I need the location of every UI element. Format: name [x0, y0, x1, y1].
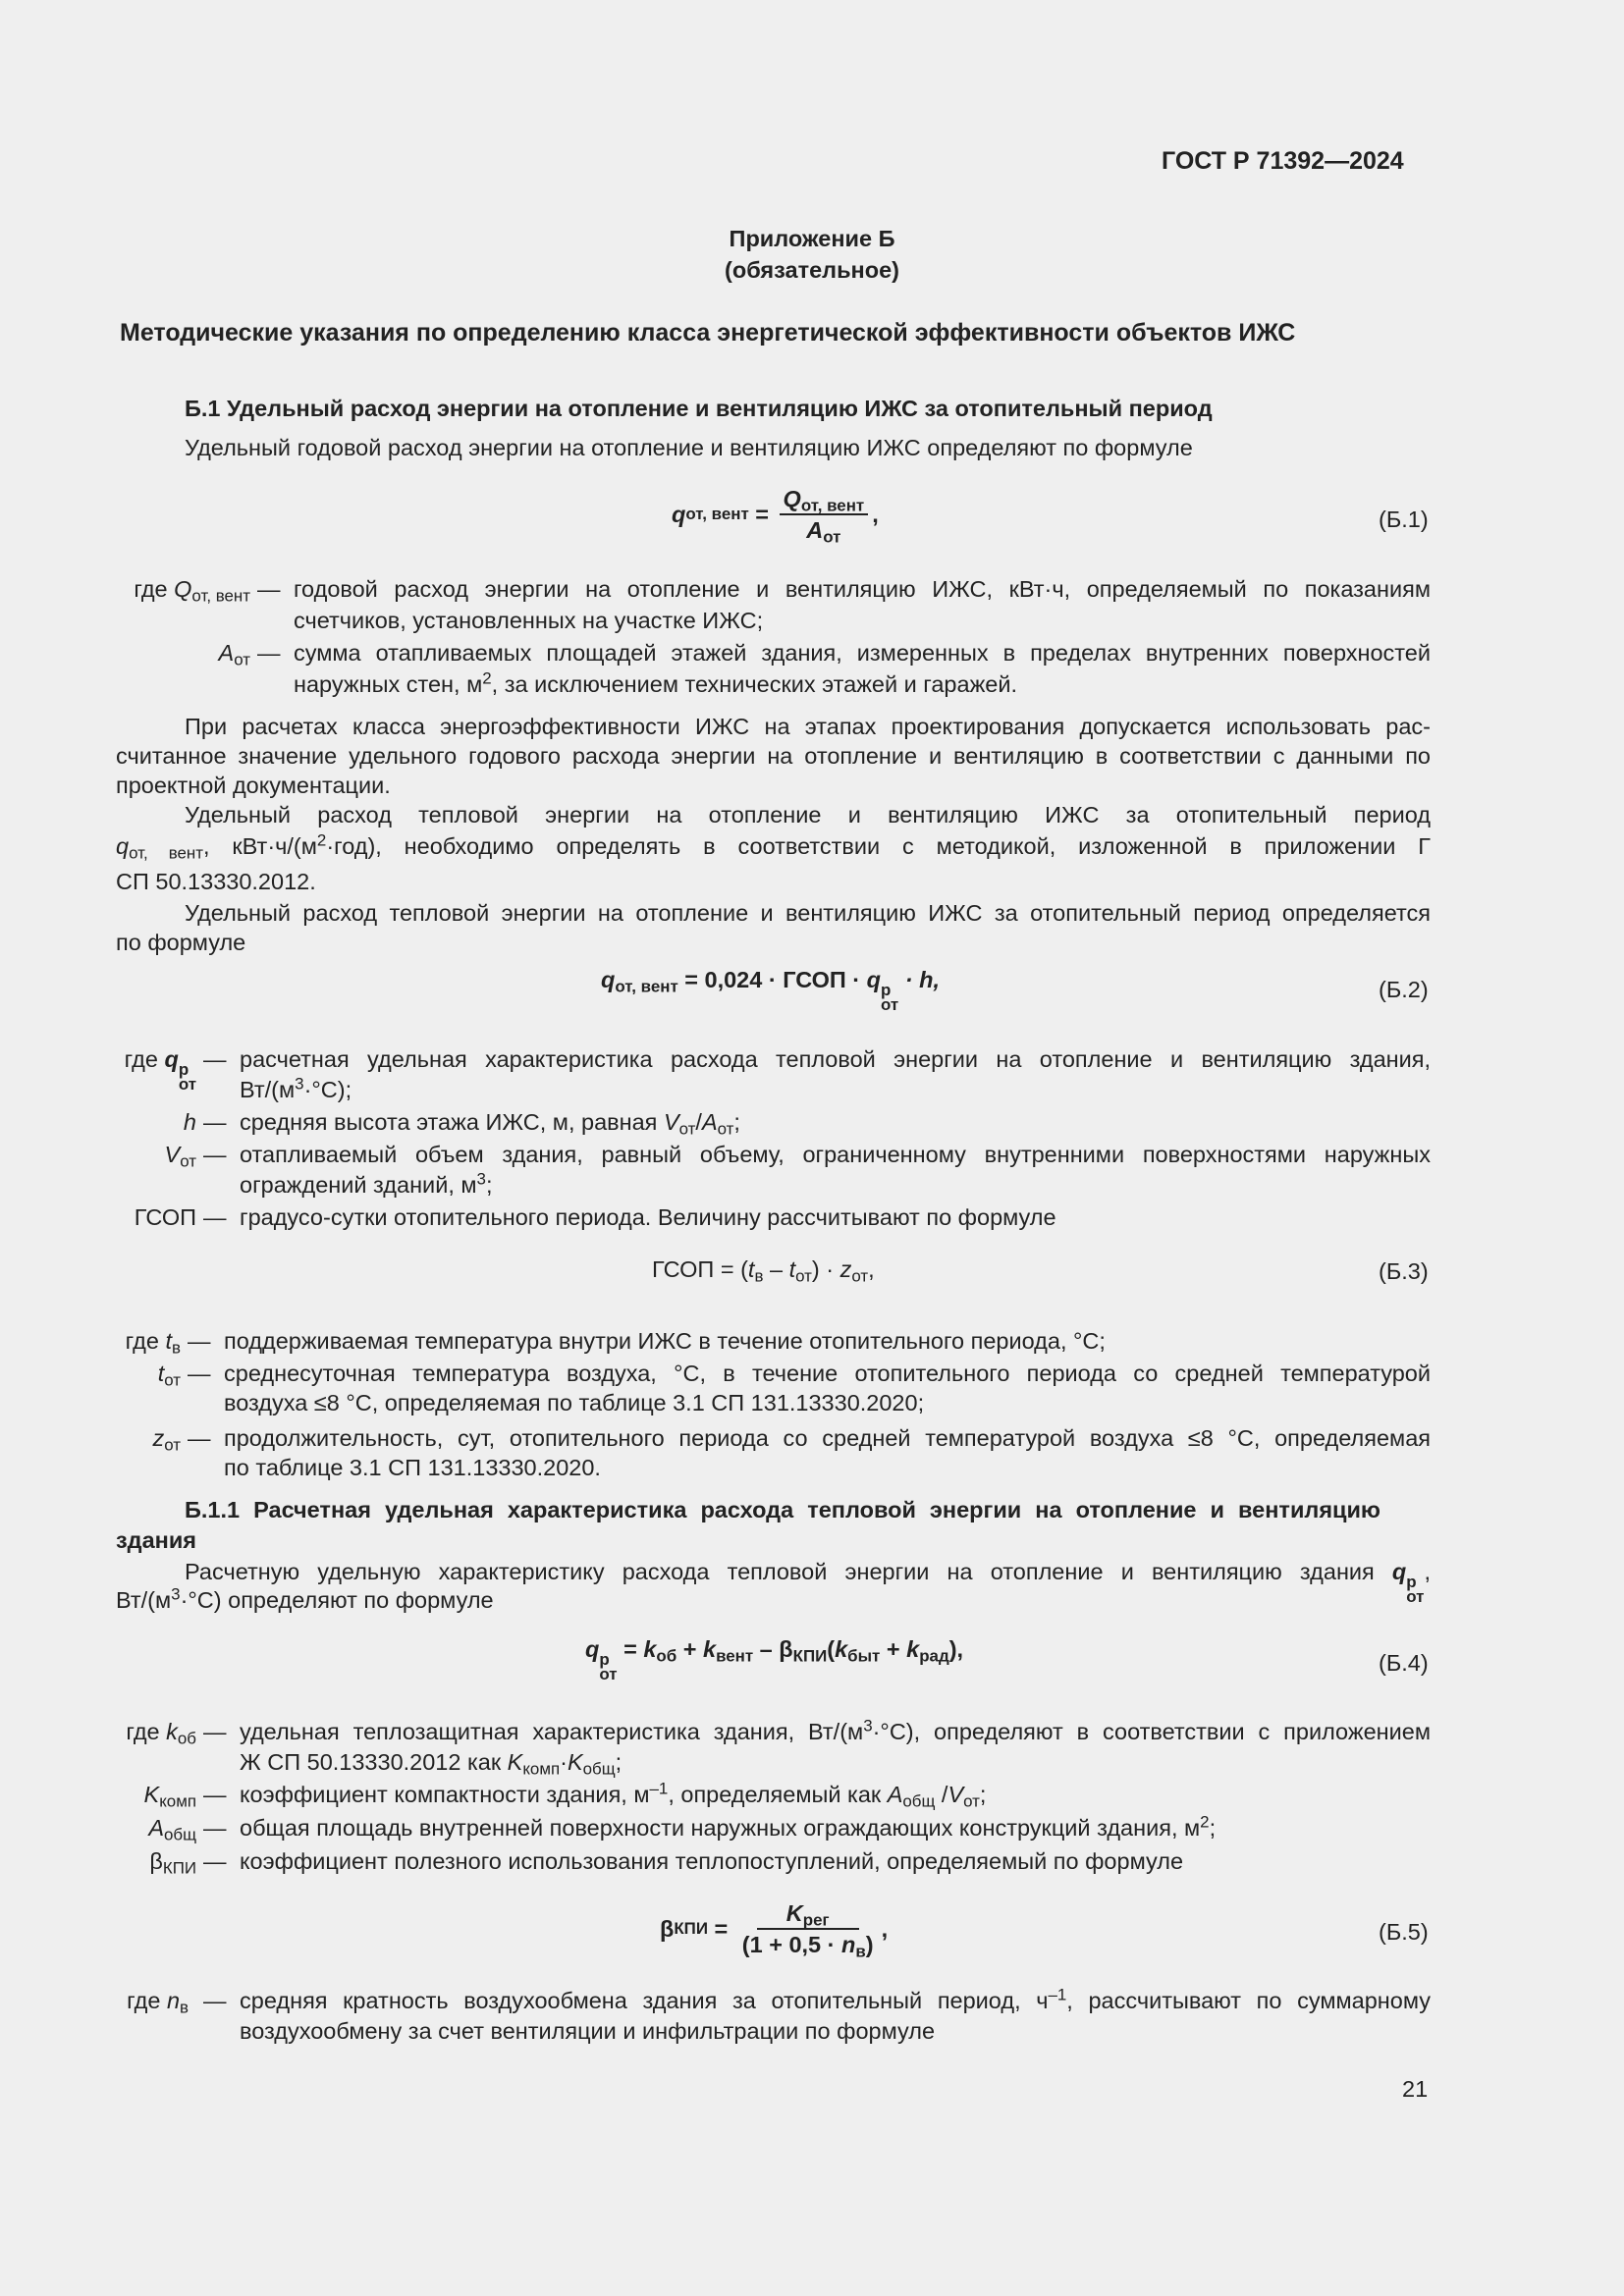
def-v-label: $V_{от}$	[164, 1142, 196, 1171]
formula-b5-fraction: $\frac{K_{рег}}{(1 + 0,5 \cdot n_в)}$	[741, 1900, 874, 1961]
def-h-line: средняя высота этажа ИЖС, м, равная $V_{от}/A_{от}$;	[240, 1109, 740, 1139]
def-tot-line1: среднесуточная температура воздуха, °С, в течение отопительного периода со средней температурой	[224, 1361, 1431, 1386]
def-n-line2: воздухообмену за счет вентиляции и инфильтрации по формуле	[240, 2018, 936, 2044]
def-dash: —	[188, 1425, 211, 1451]
def-kob-line1: удельная теплозащитная характеристика здания, $Вт/(м^3\cdot^\circ С)$, определяют в соответствии с приложением	[240, 1716, 1431, 1744]
formula-b2: $q_{от, вент} = 0,024$ · ГСОП · q р от · h,	[601, 967, 940, 1014]
section-b11-heading-line2: здания	[116, 1527, 197, 1553]
def-dash: —	[203, 1204, 227, 1230]
def-dash: —	[203, 1815, 227, 1841]
def-z-label: $z_{от}$	[152, 1425, 181, 1455]
def-q-line2: счетчиков, установленных на участке ИЖС;	[294, 608, 764, 633]
def-dash: —	[188, 1361, 211, 1386]
formula-b2-number: (Б.2)	[1379, 977, 1429, 1002]
def-dash: —	[203, 1046, 227, 1072]
page-number: 21	[1402, 2076, 1429, 2102]
def-v-line1: отапливаемый объем здания, равный объему, ограниченному внутренними поверхностями наружных	[240, 1142, 1431, 1167]
def-a-line2: наружных стен, $м^2$, за исключением технических этажей и гаражей.	[294, 668, 1018, 697]
def-qr-line1: расчетная удельная характеристика расхода тепловой энергии на отопление и вентиляцию здания,	[240, 1046, 1431, 1072]
def-gsop-label: ГСОП	[134, 1204, 196, 1230]
def-dash: —	[203, 1142, 227, 1167]
def-gsop-line: градусо-сутки отопительного периода. Величину рассчитывают по формуле	[240, 1204, 1056, 1230]
def-kob-line2: Ж СП 50.13330.2012 как $K_{комп}\cdot K_{общ}$;	[240, 1749, 623, 1779]
document-id: ГОСТ Р 71392—2024	[1162, 147, 1404, 175]
def-tv-line: поддерживаемая температура внутри ИЖС в течение отопительного периода, °С;	[224, 1328, 1106, 1354]
def-beta-line: коэффициент полезного использования теплопоступлений, определяемый по формуле	[240, 1848, 1184, 1874]
def-kob-label: где $k_{об}$	[126, 1719, 196, 1748]
main-title: Методические указания по определению класса энергетической эффективности объектов ИЖС	[120, 319, 1296, 347]
para-design-line3: проектной документации.	[116, 773, 391, 798]
def-beta-label: $\beta_{КПИ}$	[149, 1848, 196, 1878]
def-h-label: h	[183, 1109, 196, 1135]
def-dash: —	[257, 576, 281, 602]
def-tot-line2: воздуха ≤8 °С, определяемая по таблице 3.1 СП 131.13330.2020;	[224, 1390, 925, 1415]
para-design-line1: При расчетах класса энергоэффективности ИЖС на этапах проектирования допускается использовать рас-	[185, 714, 1431, 739]
appendix-title: Приложение Б	[729, 226, 895, 251]
def-dash: —	[188, 1328, 211, 1354]
def-n-label: где $n_в$	[127, 1988, 189, 2017]
def-n-line1: средняя кратность воздухообмена здания за отопительный период, $ч^{-1}$, рассчитывают по суммарному	[240, 1985, 1431, 2013]
para-heat-line3: СП 50.13330.2012.	[116, 869, 316, 894]
formula-b4-number: (Б.4)	[1379, 1650, 1429, 1676]
section-b11-line2: $Вт/(м^3\cdot^\circ С)$ определяют по формуле	[116, 1584, 494, 1613]
formula-b5: β КПИ = $\frac{K_{рег}}{(1 + 0,5 \cdot n_в)}$ ,	[660, 1900, 889, 1961]
para-heat-line1: Удельный расход тепловой энергии на отопление и вентиляцию ИЖС за отопительный период	[185, 802, 1431, 828]
def-a-line1: сумма отапливаемых площадей этажей здания, измеренных в пределах внутренних поверхностей	[294, 640, 1431, 666]
def-kk-line: коэффициент компактности здания, $м^{-1}$, определяемый как $A_{общ}$ $/V_{от}$;	[240, 1779, 987, 1811]
def-tv-label: где $t_в$	[125, 1328, 181, 1358]
para-design-line2: считанное значение удельного годового расхода энергии на отопление и вентиляцию в соответствии с данными по	[116, 743, 1431, 769]
def-qr-label: где q р от	[124, 1046, 196, 1094]
section-b1-heading: Б.1 Удельный расход энергии на отопление и вентиляцию ИЖС за отопительный период	[185, 396, 1213, 421]
formula-b1-fraction: $\frac{Q_{от, вент}}{A_{от}}$	[780, 485, 869, 544]
def-q-line1: годовой расход энергии на отопление и вентиляцию ИЖС, кВт·ч, определяемый по показаниям	[294, 576, 1431, 602]
def-dash: —	[203, 1109, 227, 1135]
formula-b1-number: (Б.1)	[1379, 507, 1429, 532]
formula-b1: q от, вент = $\frac{Q_{от, вент}}{A_{от}}$ ,	[672, 486, 879, 547]
formula-b4: q р от = $k_{об} + k_{вент} - \beta_{КПИ}(k_{быт} + k_{рад})$,	[585, 1636, 964, 1683]
def-dash: —	[203, 1848, 227, 1874]
def-qr-line2: $Вт/(м^3\cdot^\circ С)$;	[240, 1074, 352, 1102]
def-ao-label: $A_{общ}$	[148, 1815, 196, 1844]
appendix-status: (обязательное)	[725, 257, 899, 283]
para-heat2-line2: по формуле	[116, 930, 246, 955]
def-v-line2: ограждений зданий, $м^3$;	[240, 1169, 493, 1198]
def-dash: —	[203, 1719, 227, 1744]
def-dash: —	[203, 1988, 227, 2013]
formula-b3: ГСОП = $(t_в - t_{от}) \cdot z_{от}$,	[652, 1256, 875, 1286]
def-q-label: где $Q_{от, вент}$	[134, 576, 250, 606]
def-ao-line: общая площадь внутренней поверхности наружных ограждающих конструкций здания, $м^2$;	[240, 1812, 1217, 1841]
para-heat2-line1: Удельный расход тепловой энергии на отопление и вентиляцию ИЖС за отопительный период определяется	[185, 900, 1431, 926]
section-b11-heading-line1: Б.1.1 Расчетная удельная характеристика расхода тепловой энергии на отопление и вентиляцию	[185, 1497, 1380, 1522]
formula-b3-number: (Б.3)	[1379, 1258, 1429, 1284]
para-heat-line2: $q_{от, вент}$, $кВт\cdot ч/(м^2\cdot год)$, необходимо определять в соответствии с методикой, изложенной в приложении Г	[116, 830, 1432, 863]
formula-b5-number: (Б.5)	[1379, 1919, 1429, 1945]
section-b1-intro: Удельный годовой расход энергии на отопление и вентиляцию ИЖС определяют по формуле	[185, 435, 1193, 460]
def-a-label: $A_{от}$	[218, 640, 250, 669]
def-dash: —	[257, 640, 281, 666]
def-kk-label: $K_{комп}$	[143, 1782, 196, 1811]
def-dash: —	[203, 1782, 227, 1807]
section-b11-line1: Расчетную удельную характеристику расхода тепловой энергии на отопление и вентиляцию здания q р от ,	[185, 1559, 1431, 1606]
def-tot-label: $t_{от}$	[157, 1361, 181, 1390]
def-z-line2: по таблице 3.1 СП 131.13330.2020.	[224, 1455, 601, 1480]
def-z-line1: продолжительность, сут, отопительного периода со средней температурой воздуха ≤8 °С, определяемая	[224, 1425, 1431, 1451]
